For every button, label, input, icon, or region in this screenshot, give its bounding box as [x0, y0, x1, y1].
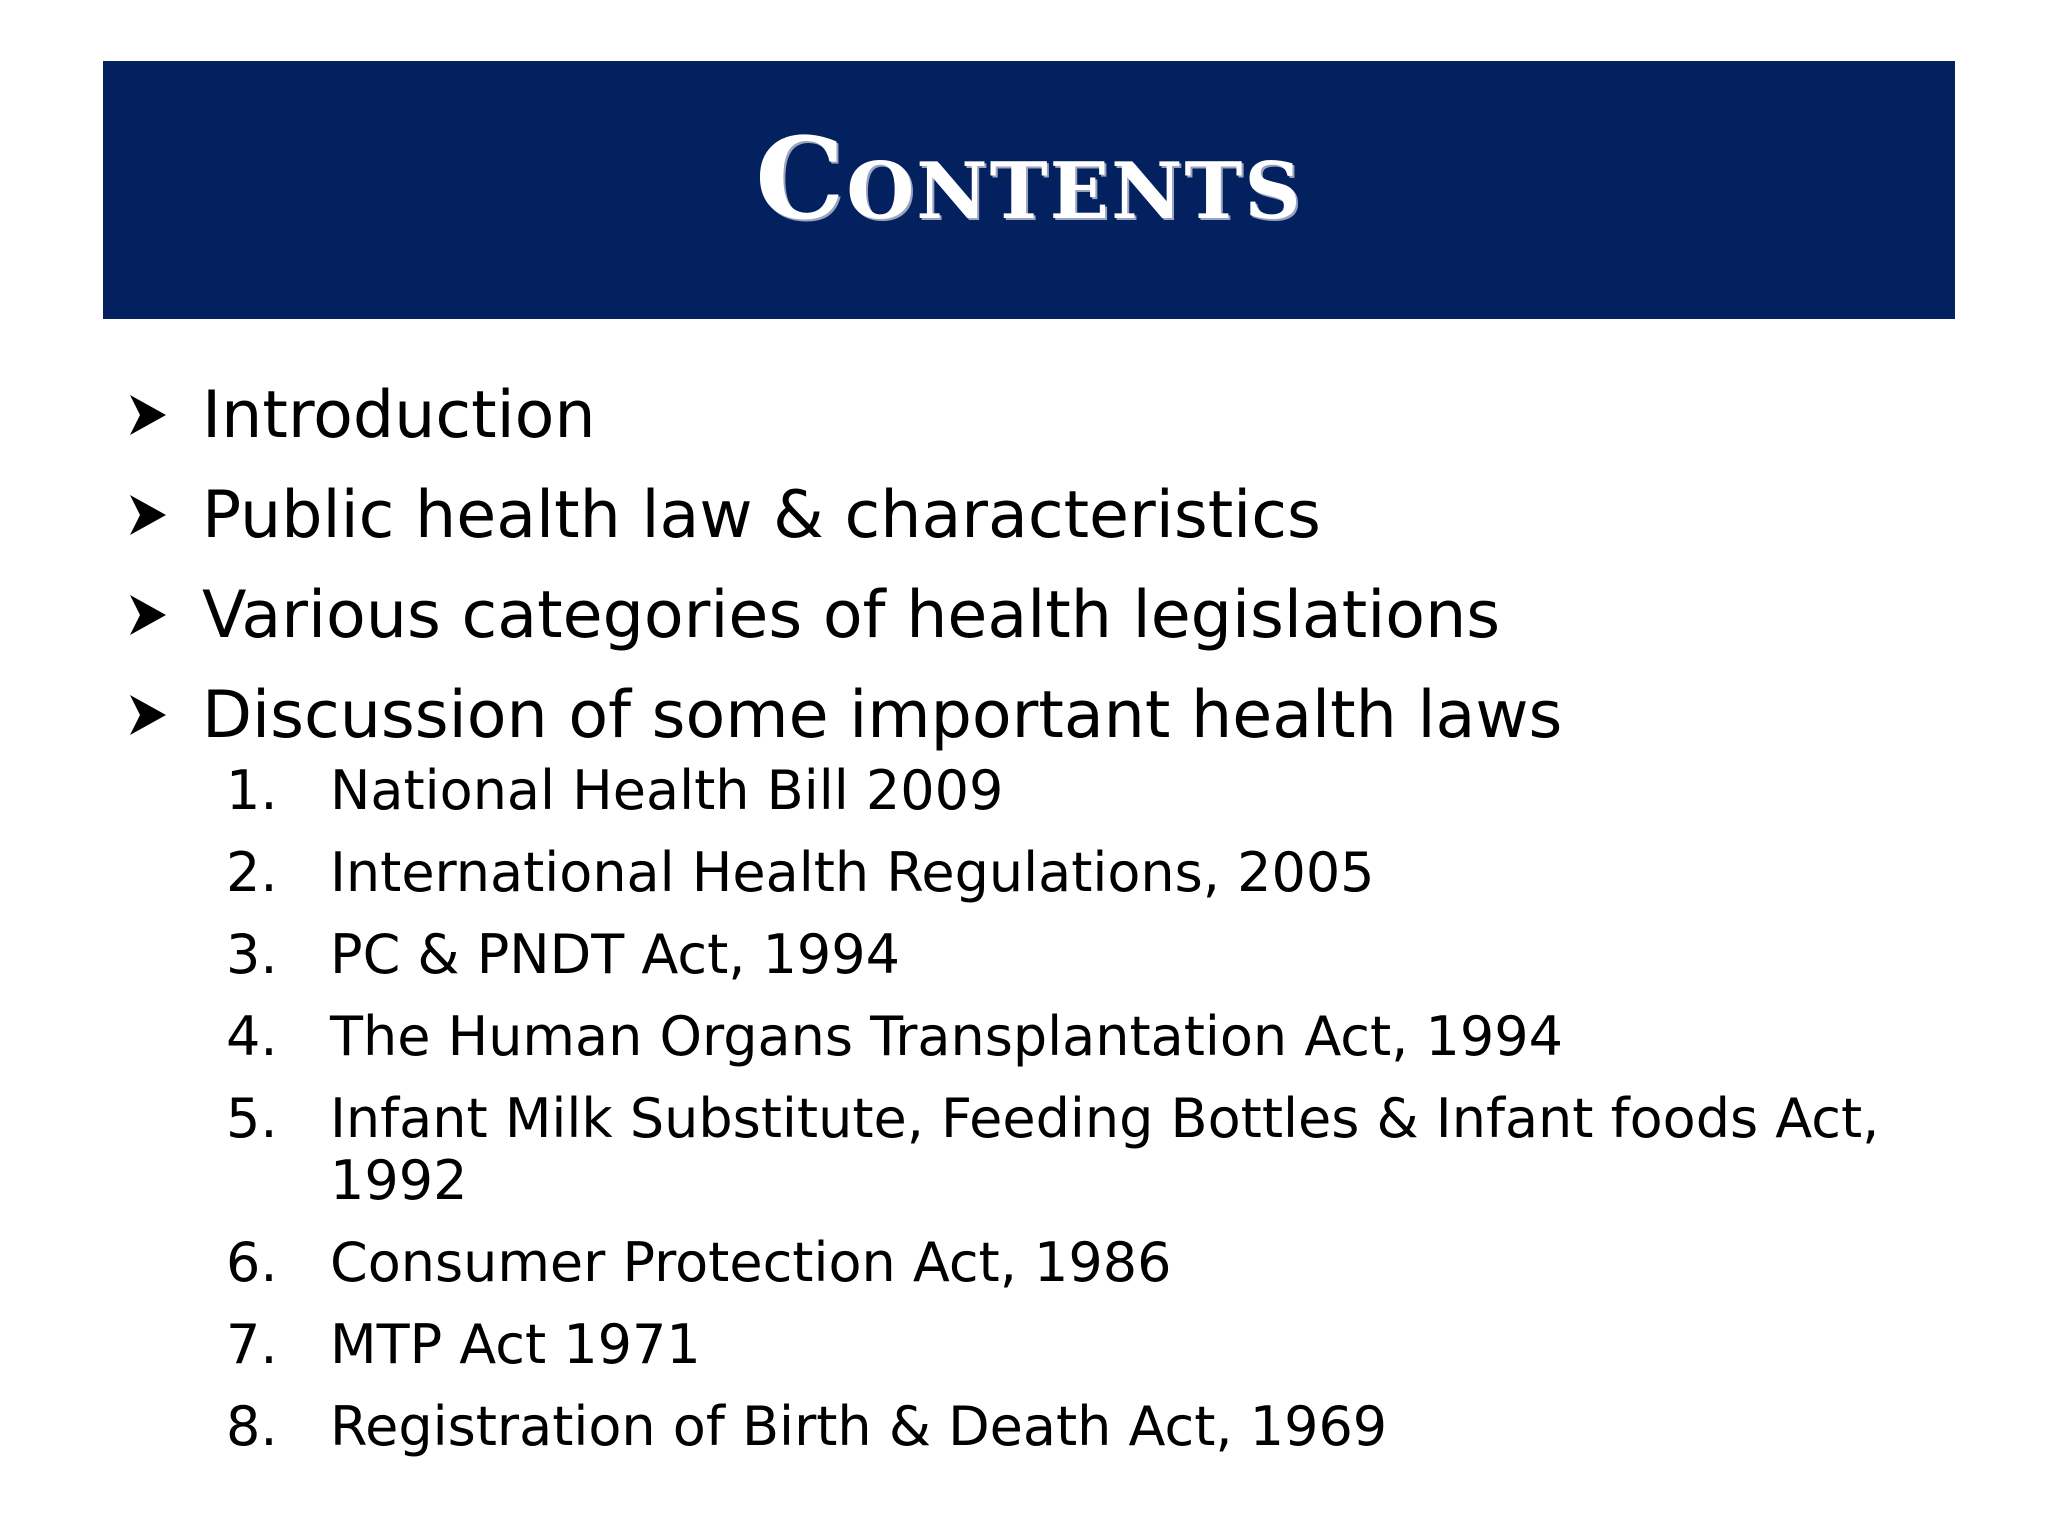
bullet-list — [128, 365, 1928, 765]
law-text: Registration of Birth & Death Act, 1969 — [330, 1395, 1388, 1458]
law-list — [226, 760, 1926, 1478]
law-number: 8. — [226, 1395, 278, 1458]
law-number: 6. — [226, 1231, 278, 1294]
title-bar — [103, 61, 1955, 319]
bullet-item — [128, 565, 1928, 665]
bullet-text: Discussion of some important health laws — [202, 677, 1563, 753]
bullet-text: Various categories of health legislations — [202, 577, 1501, 653]
law-text: Infant Milk Substitute, Feeding Bottles & Infant foods Act, 1992 — [330, 1087, 1880, 1212]
arrowhead-bullet-icon — [128, 393, 202, 437]
slide-title: Contents — [755, 113, 1303, 245]
law-item — [226, 1396, 1926, 1458]
arrowhead-bullet-icon — [128, 693, 202, 737]
law-item — [226, 1232, 1926, 1294]
law-number: 3. — [226, 923, 278, 986]
arrowhead-bullet-icon — [128, 493, 202, 537]
law-text: International Health Regulations, 2005 — [330, 841, 1375, 904]
law-item — [226, 1006, 1926, 1068]
law-number: 4. — [226, 1005, 278, 1068]
law-text: PC & PNDT Act, 1994 — [330, 923, 901, 986]
law-item — [226, 924, 1926, 986]
law-number: 5. — [226, 1087, 278, 1150]
law-item — [226, 842, 1926, 904]
law-item — [226, 1314, 1926, 1376]
law-number: 1. — [226, 759, 278, 822]
bullet-item — [128, 665, 1928, 765]
law-text: The Human Organs Transplantation Act, 1994 — [330, 1005, 1563, 1068]
law-number: 2. — [226, 841, 278, 904]
bullet-item — [128, 365, 1928, 465]
law-item — [226, 760, 1926, 822]
arrowhead-bullet-icon — [128, 593, 202, 637]
law-text: MTP Act 1971 — [330, 1313, 701, 1376]
law-text: National Health Bill 2009 — [330, 759, 1004, 822]
law-number: 7. — [226, 1313, 278, 1376]
bullet-item — [128, 465, 1928, 565]
bullet-text: Introduction — [202, 377, 596, 453]
bullet-text: Public health law & characteristics — [202, 477, 1321, 553]
law-item — [226, 1088, 1926, 1212]
law-text: Consumer Protection Act, 1986 — [330, 1231, 1172, 1294]
